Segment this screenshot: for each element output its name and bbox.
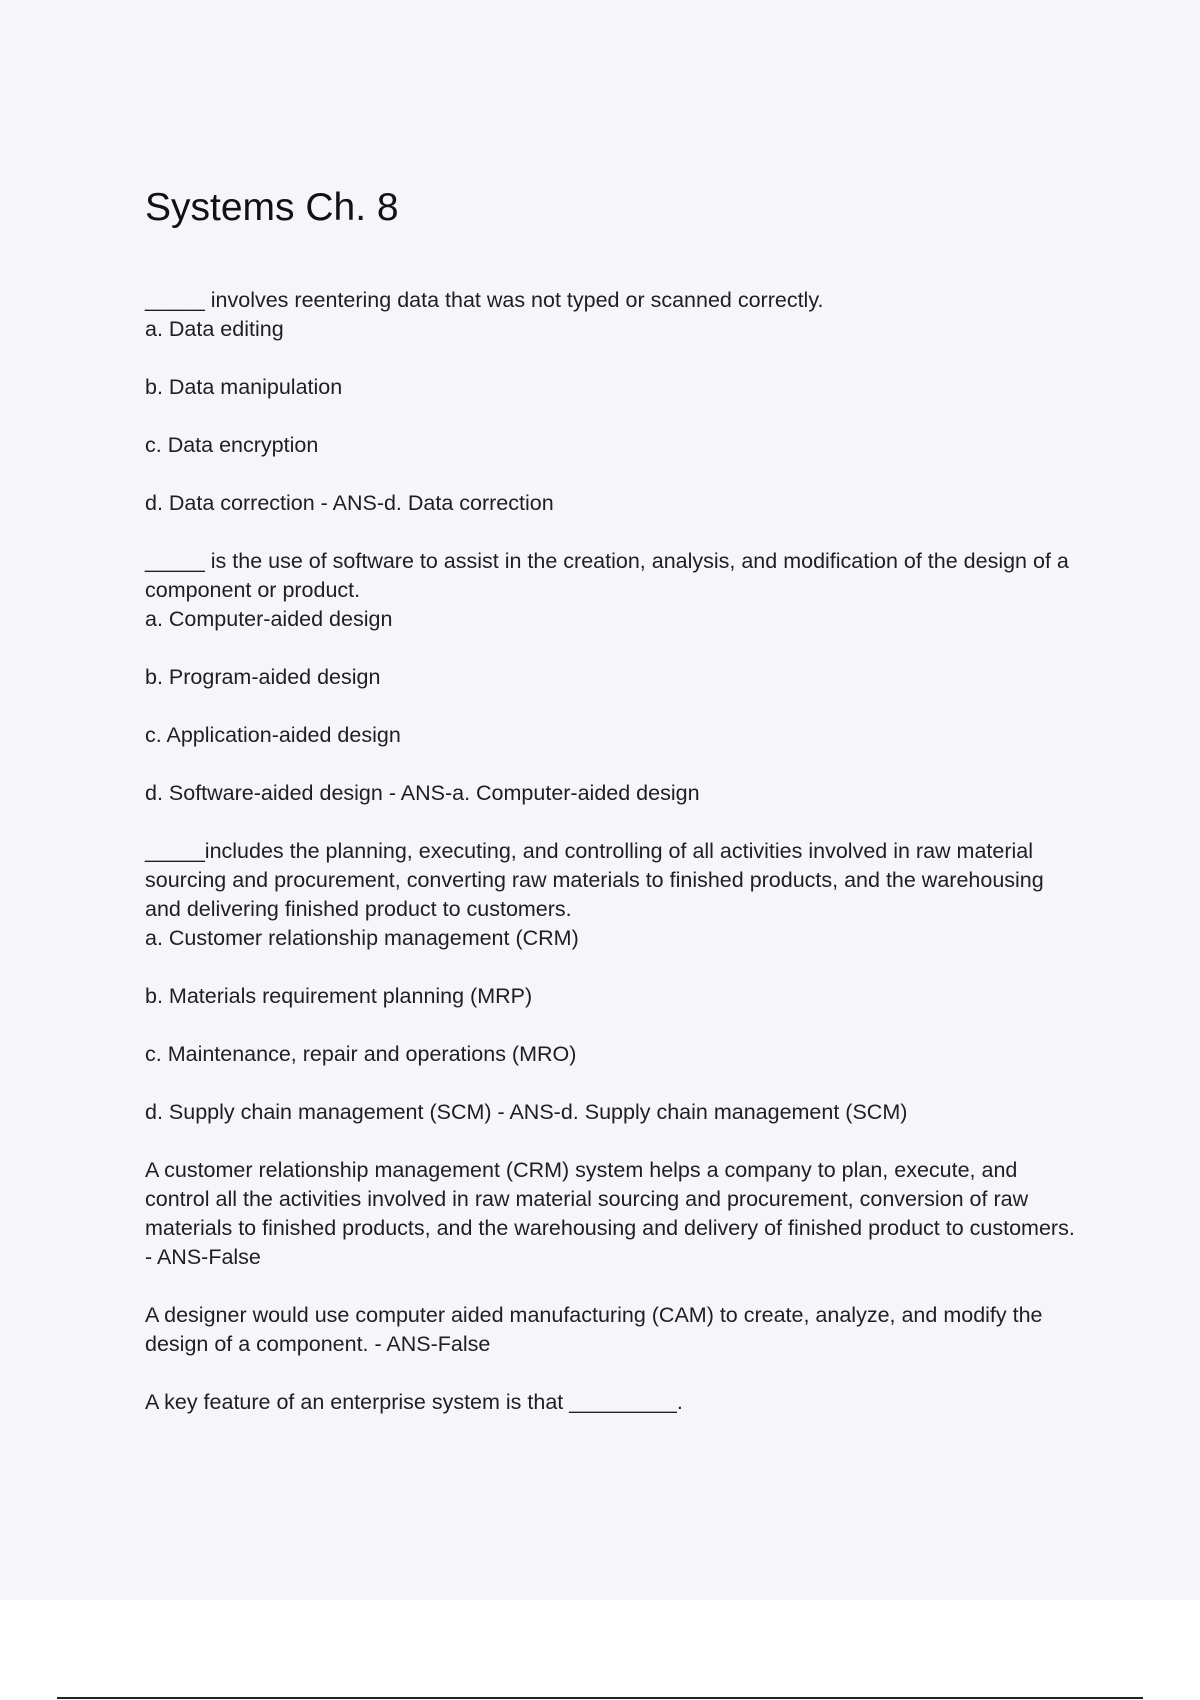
statement-text: A designer would use computer aided manufacturing (CAM) to create, analyze, and modify the design of a component. - ANS-False xyxy=(145,1303,1043,1356)
question-text: _____ involves reentering data that was not typed or scanned correctly. xyxy=(145,288,824,312)
answer-option: a. Customer relationship management (CRM) xyxy=(145,926,579,950)
answer-option: b. Data manipulation xyxy=(145,375,343,399)
answer-option: b. Materials requirement planning (MRP) xyxy=(145,984,533,1008)
statement-block xyxy=(145,1301,1085,1359)
question-block xyxy=(145,547,1085,808)
answer-option: c. Maintenance, repair and operations (MRO) xyxy=(145,1042,577,1066)
statement-block xyxy=(145,1388,1085,1417)
statement-text: A key feature of an enterprise system is that _________. xyxy=(145,1390,683,1414)
answer-option: a. Computer-aided design xyxy=(145,607,393,631)
answer-option: d. Software-aided design - ANS-a. Computer-aided design xyxy=(145,781,700,805)
question-block xyxy=(145,286,1085,518)
statement-block xyxy=(145,1156,1085,1272)
answer-option: b. Program-aided design xyxy=(145,665,381,689)
answer-option: c. Application-aided design xyxy=(145,723,401,747)
answer-option: c. Data encryption xyxy=(145,433,319,457)
answer-option: d. Supply chain management (SCM) - ANS-d. Supply chain management (SCM) xyxy=(145,1100,908,1124)
question-block xyxy=(145,837,1085,1127)
document-content xyxy=(145,182,1085,1417)
question-text: _____includes the planning, executing, and controlling of all activities involved in raw material sourcing and procurement, converting raw materials to finished products, and the warehousing and delivering finished product to customers. xyxy=(145,839,1044,921)
answer-option: a. Data editing xyxy=(145,317,284,341)
page-title: Systems Ch. 8 xyxy=(145,186,399,229)
answer-option: d. Data correction - ANS-d. Data correction xyxy=(145,491,554,515)
question-text: _____ is the use of software to assist in the creation, analysis, and modification of the design of a component or product. xyxy=(145,549,1069,602)
statement-text: A customer relationship management (CRM) system helps a company to plan, execute, and control all the activities involved in raw material sourcing and procurement, conversion of raw materials to finished products, and the warehousing and delivery of finished product to customers. - ANS-False xyxy=(145,1158,1075,1269)
page-divider xyxy=(57,1697,1143,1699)
